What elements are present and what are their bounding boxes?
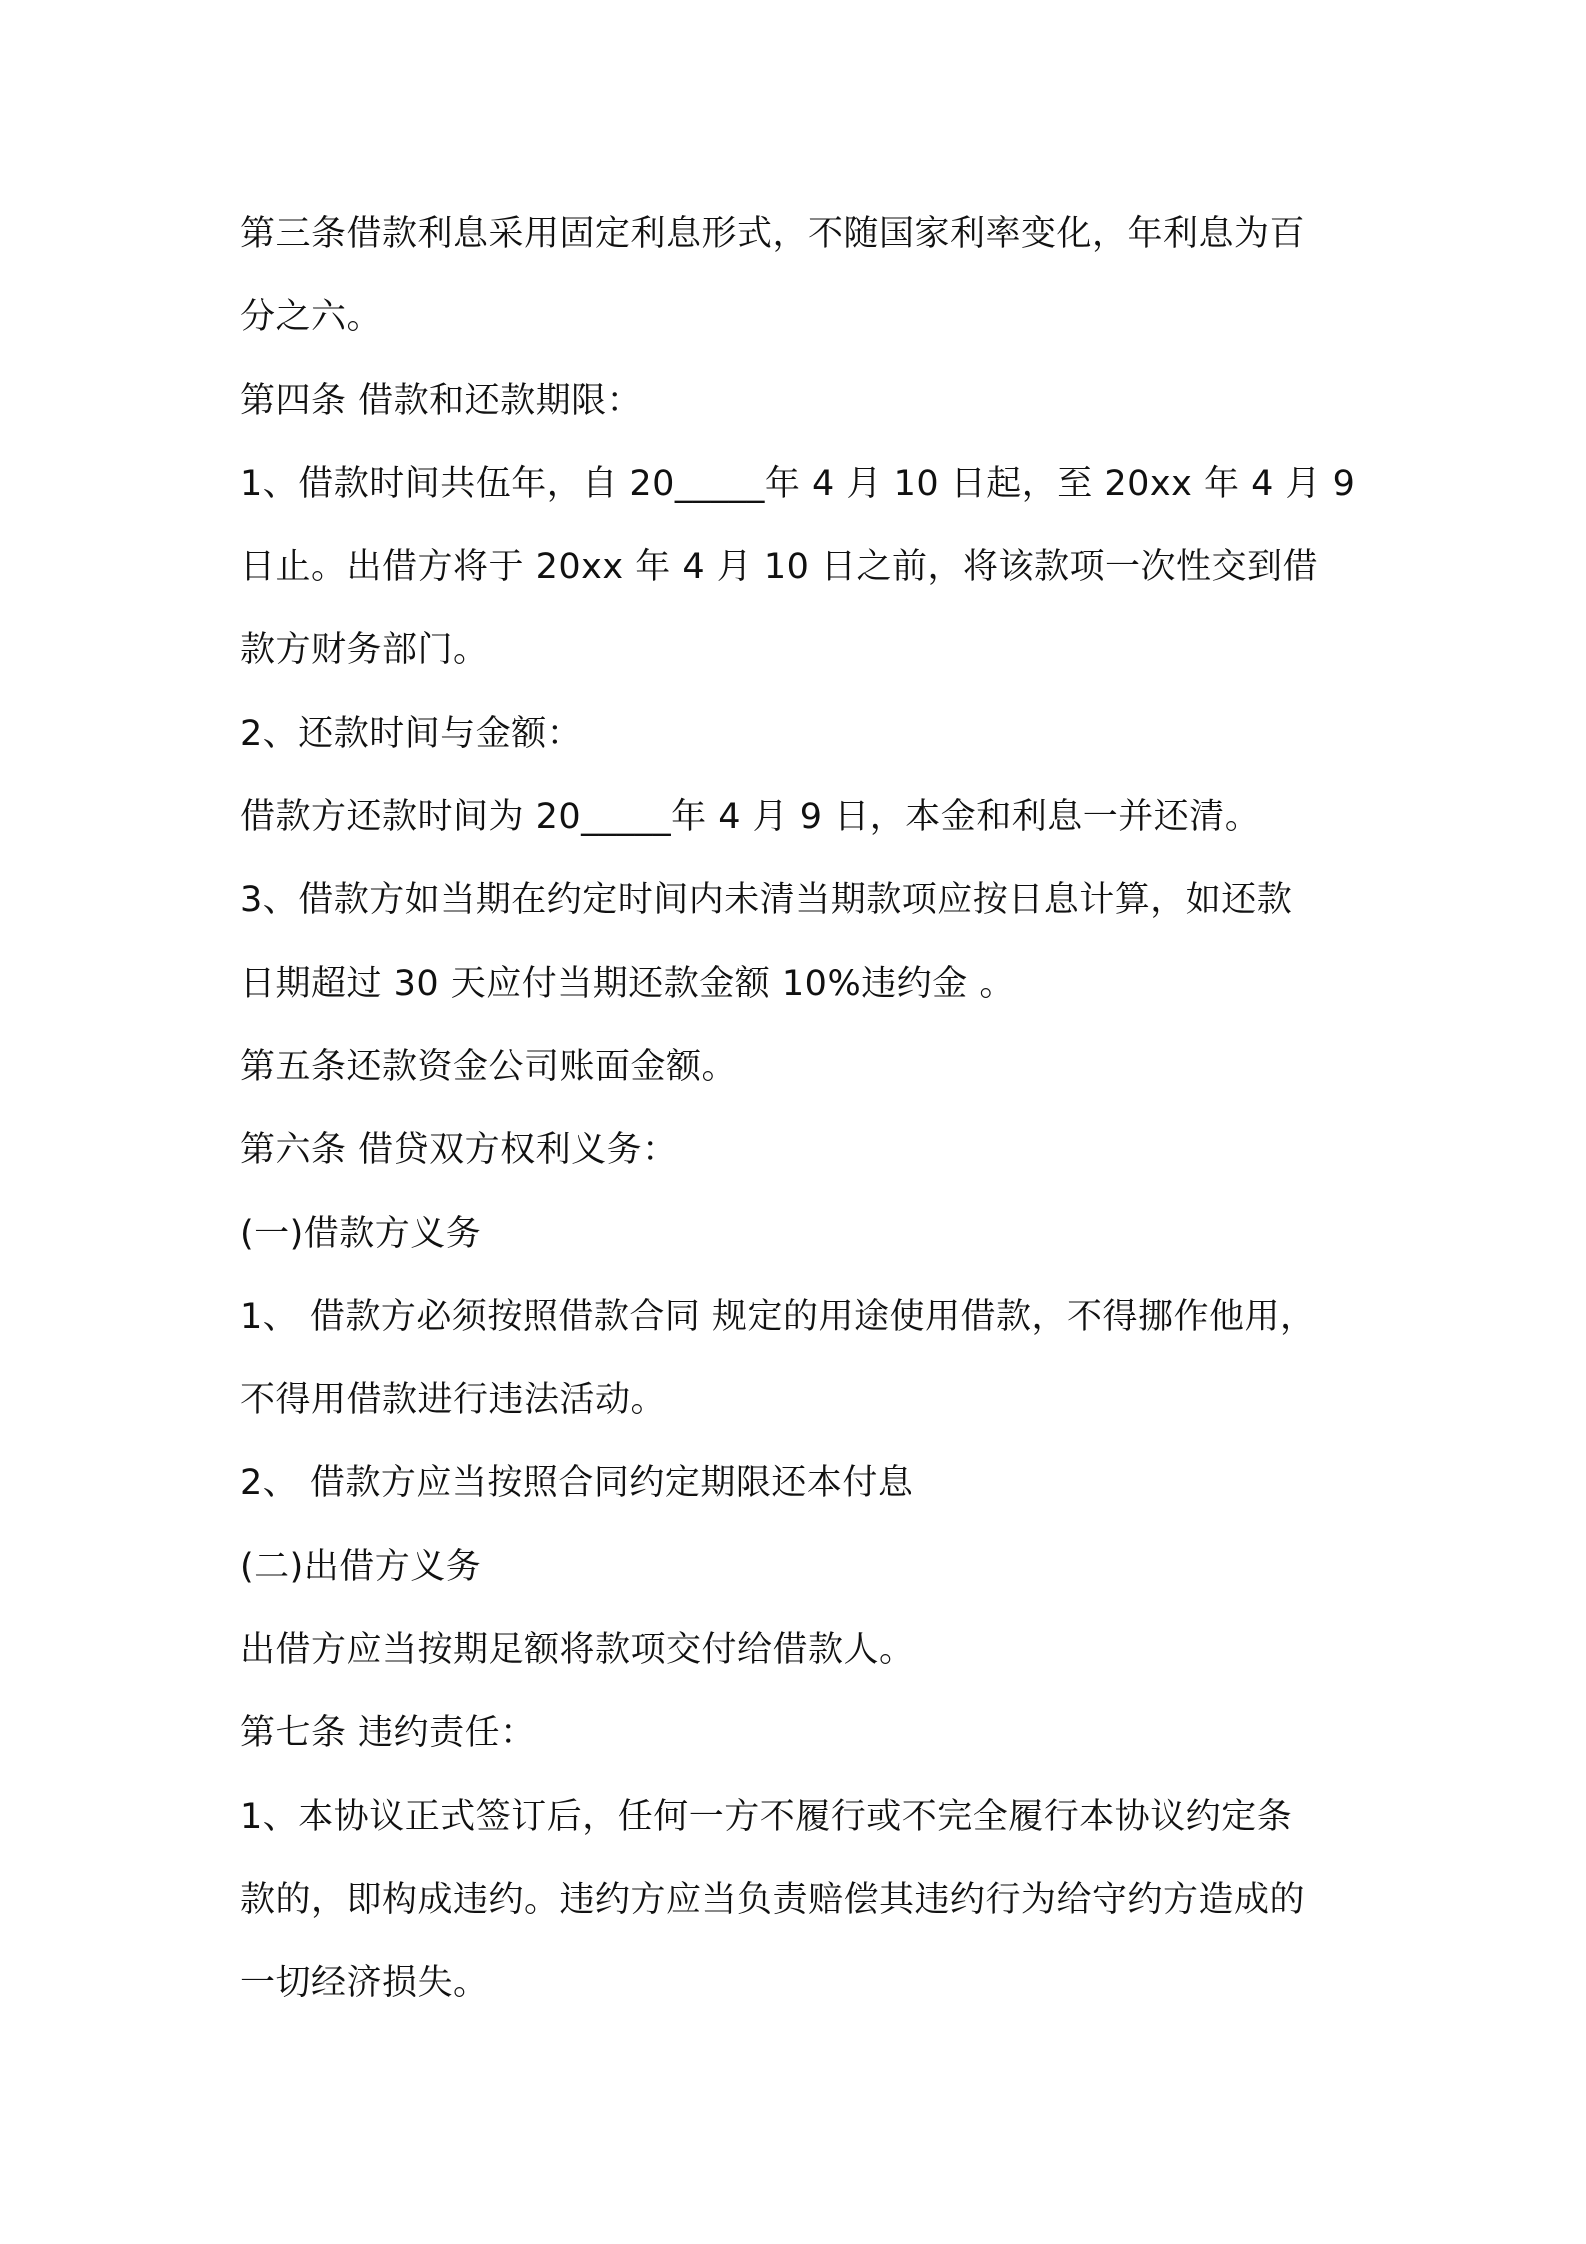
borrower-obligation-2: 2、 借款方应当按照合同约定期限还本付息	[240, 1463, 914, 1504]
breach-line-3: 一切经济损失。	[240, 1963, 489, 2004]
repayment-date-line: 借款方还款时间为 20_____年 4 月 9 日，本金和利息一并还清。	[240, 797, 1261, 838]
article-3-line-2: 分之六。	[240, 297, 383, 338]
loan-term-line-2: 日止。出借方将于 20xx 年 4 月 10 日之前，将该款项一次性交到借	[240, 547, 1319, 588]
loan-term-line-3: 款方财务部门。	[240, 630, 489, 671]
article-7-heading: 第七条 违约责任：	[240, 1713, 536, 1754]
borrower-obligations-heading: (一)借款方义务	[240, 1213, 482, 1254]
breach-line-2: 款的，即构成违约。违约方应当负责赔偿其违约行为给守约方造成的	[240, 1879, 1306, 1920]
article-3-line-1: 第三条借款利息采用固定利息形式，不随国家利率变化，年利息为百	[240, 214, 1306, 254]
borrower-obligation-1-line-2: 不得用借款进行违法活动。	[240, 1380, 667, 1421]
article-5-line: 第五条还款资金公司账面金额。	[240, 1046, 738, 1087]
penalty-line-1: 3、借款方如当期在约定时间内未清当期款项应按日息计算，如还款	[240, 880, 1293, 921]
document-body	[240, 193, 1380, 2026]
borrower-obligation-1-line-1: 1、 借款方必须按照借款合同 规定的用途使用借款，不得挪作他用，	[240, 1296, 1316, 1337]
article-4-heading: 第四条 借款和还款期限：	[240, 380, 643, 421]
article-6-heading: 第六条 借贷双方权利义务：	[240, 1130, 678, 1171]
repayment-heading: 2、还款时间与金额：	[240, 713, 583, 754]
lender-obligations-heading: (二)出借方义务	[240, 1546, 482, 1587]
penalty-line-2: 日期超过 30 天应付当期还款金额 10%违约金 。	[240, 963, 1015, 1004]
lender-obligation-line: 出借方应当按期足额将款项交付给借款人。	[240, 1630, 915, 1671]
breach-line-1: 1、本协议正式签订后，任何一方不履行或不完全履行本协议约定条	[240, 1796, 1293, 1837]
loan-term-line-1: 1、借款时间共伍年，自 20_____年 4 月 10 日起，至 20xx 年 4 月 9	[240, 463, 1356, 504]
